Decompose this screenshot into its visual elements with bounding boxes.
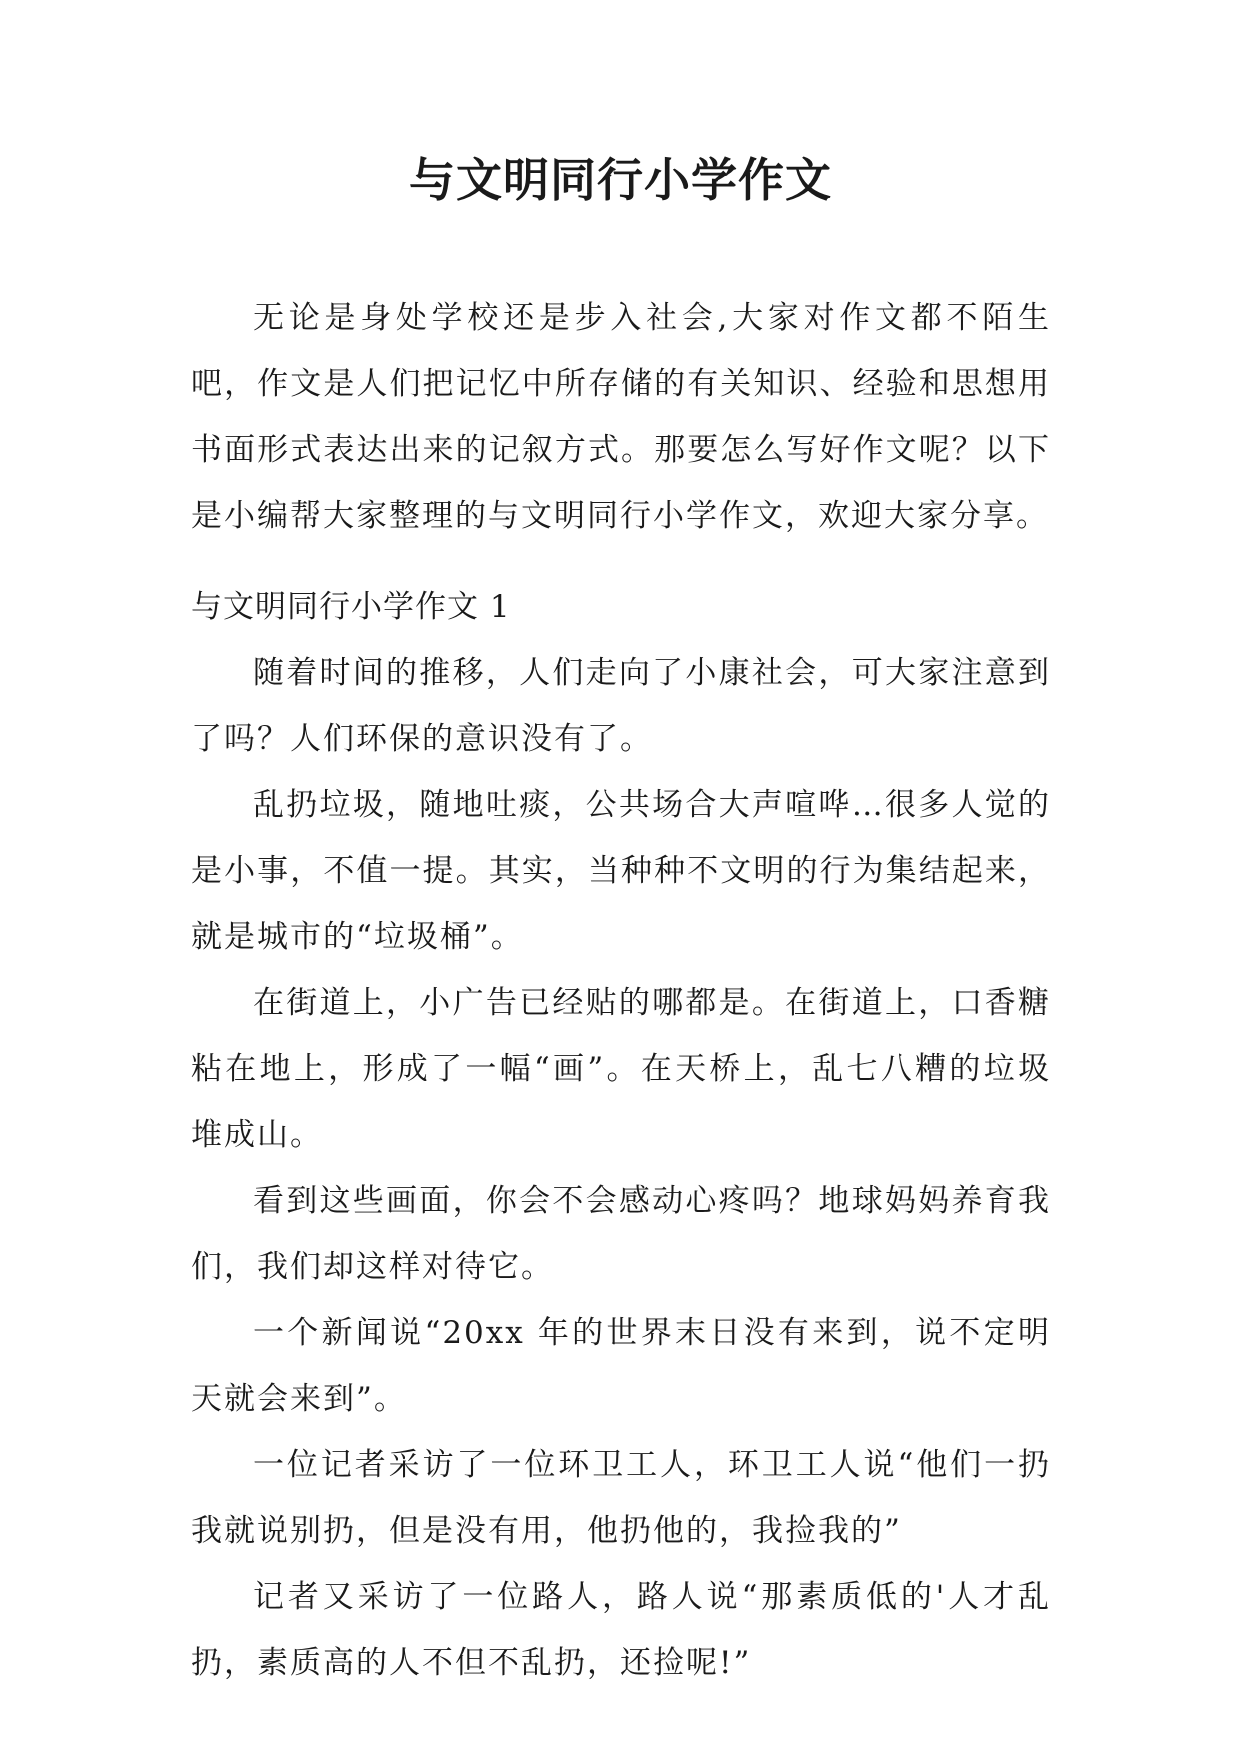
intro-paragraph: 无论是身处学校还是步入社会,大家对作文都不陌生吧，作文是人们把记忆中所存储的有关知识、经验和思想用书面形式表达出来的记叙方式。那要怎么写好作文呢？以下是小编帮大家整理的与文明同行小学作文，欢迎大家分享。	[191, 300, 1051, 534]
essay-section	[191, 574, 1051, 1696]
essay-paragraph: 看到这些画面，你会不会感动心疼吗？地球妈妈养育我们，我们却这样对待它。	[191, 1183, 1051, 1285]
essay-paragraph: 在街道上，小广告已经贴的哪都是。在街道上，口香糖粘在地上，形成了一幅“画”。在天桥上，乱七八糟的垃圾堆成山。	[191, 985, 1051, 1153]
essay-paragraph: 随着时间的推移，人们走向了小康社会，可大家注意到了吗？人们环保的意识没有了。	[191, 655, 1051, 757]
document-title: 与文明同行小学作文	[409, 153, 832, 207]
intro-block	[191, 285, 1051, 549]
essay-paragraph: 记者又采访了一位路人，路人说“那素质低的'人才乱扔，素质高的人不但不乱扔，还捡呢!”	[191, 1579, 1051, 1681]
essay-paragraph: 一个新闻说“20xx 年的世界末日没有来到，说不定明天就会来到”。	[191, 1315, 1051, 1417]
essay-paragraph: 乱扔垃圾，随地吐痰，公共场合大声喧哗…很多人觉的是小事，不值一提。其实，当种种不文明的行为集结起来，就是城市的“垃圾桶”。	[191, 787, 1051, 955]
section-heading: 与文明同行小学作文 1	[191, 589, 511, 625]
essay-paragraph: 一位记者采访了一位环卫工人，环卫工人说“他们一扔我就说别扔，但是没有用，他扔他的，我捡我的”	[191, 1447, 1051, 1549]
